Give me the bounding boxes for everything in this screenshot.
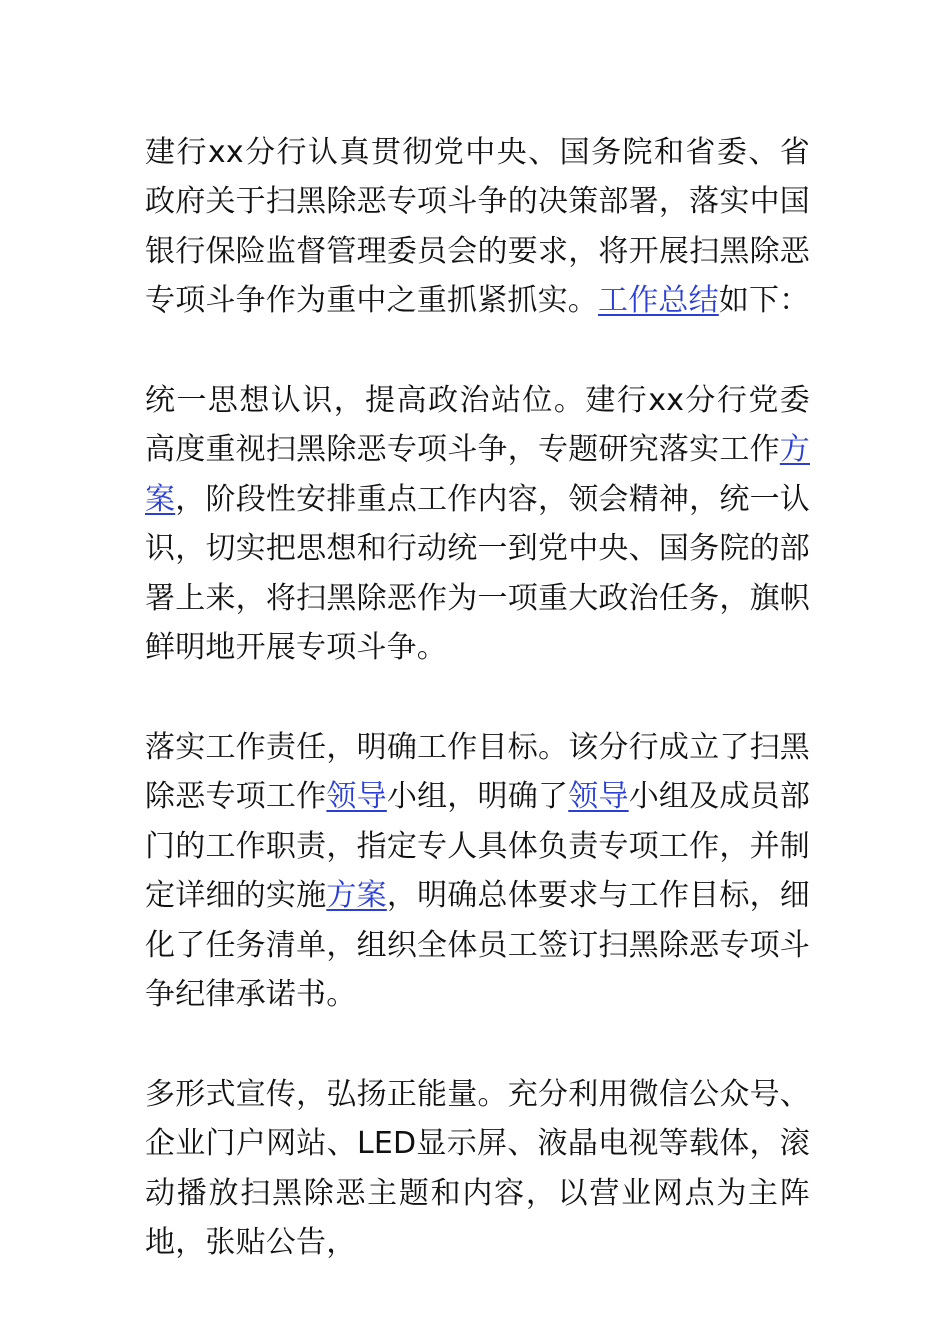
plan-link[interactable]: 方案: [145, 432, 810, 517]
text-segment: 分行认真贯彻党中央、国务院和省委、省政府关于扫黑除恶专项斗争的决策部署，落实中国银行保险监督管理委员会的要求，将开展扫黑除恶专项斗争作为重中之重抓紧抓实。: [145, 135, 810, 319]
text-segment: 如下：: [718, 283, 810, 319]
text-segment: ，阶段性安排重点工作内容，领会精神，统一认识，切实把思想和行动统一到党中央、国务院的部署上来，将扫黑除恶作为一项重大政治任务，旗帜鲜明地开展专项斗争。: [145, 481, 810, 666]
text-segment: 统一思想认识，提高政治站位。建行: [145, 383, 649, 418]
work-summary-link[interactable]: 工作总结: [598, 283, 719, 319]
text-segment: 小组及成员部门的工作职责，指定专人具体负责专项工作，并制定详细的实施: [145, 779, 811, 914]
paragraph-publicity: [145, 1070, 810, 1268]
text-segment: LED: [356, 1126, 417, 1162]
text-segment: xx: [207, 135, 244, 170]
text-segment: 建行: [145, 135, 208, 170]
paragraph-unify-thinking: [145, 376, 810, 672]
leadership-link[interactable]: 领导: [568, 779, 629, 815]
paragraph-intro: [145, 128, 810, 326]
text-segment: 显示屏、液晶电视等载体，滚动播放扫黑除恶主题和内容，以营业网点为主阵地，张贴公告，: [145, 1126, 810, 1261]
leadership-link[interactable]: 领导: [326, 779, 387, 815]
text-segment: ，明确总体要求与工作目标，细化了任务清单，组织全体员工签订扫黑除恶专项斗争纪律承诺书。: [145, 878, 811, 1013]
text-segment: 落实工作责任，明确工作目标。该分行成立了扫黑除恶专项工作: [145, 730, 810, 815]
paragraph-responsibility: [145, 723, 810, 1019]
text-segment: 多形式宣传，弘扬正能量。充分利用微信公众号、企业门户网站、: [145, 1077, 810, 1162]
text-segment: 小组，明确了: [386, 779, 569, 815]
text-segment: 分行党委高度重视扫黑除恶专项斗争，专题研究落实工作: [145, 383, 810, 468]
plan-link[interactable]: 方案: [326, 878, 387, 914]
text-segment: xx: [648, 383, 685, 418]
